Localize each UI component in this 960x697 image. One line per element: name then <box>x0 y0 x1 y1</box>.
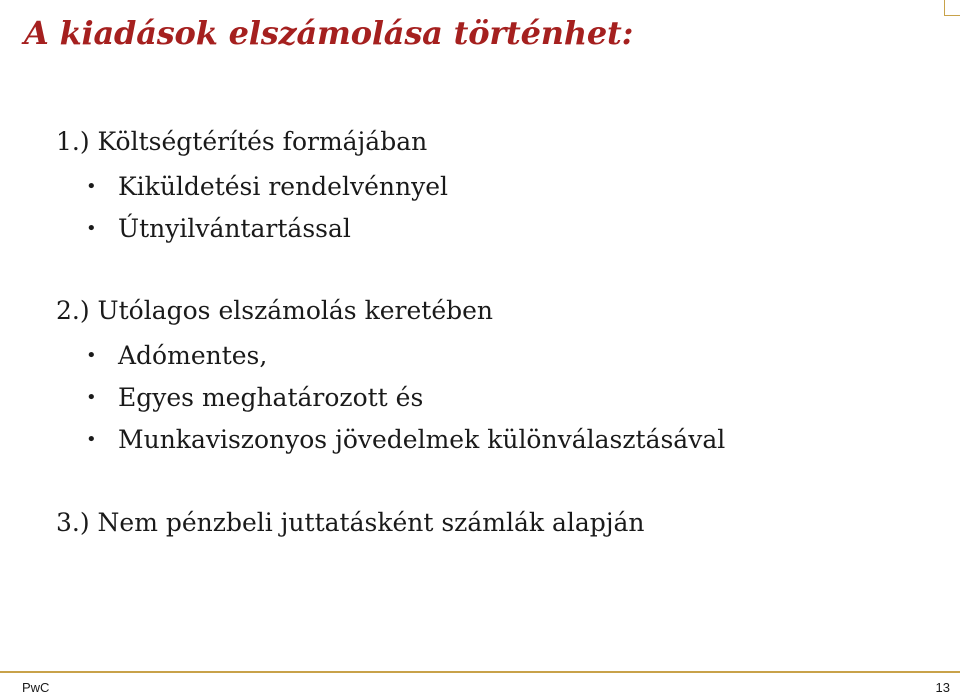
footer-brand: PwC <box>22 680 50 695</box>
section-2-list <box>84 335 725 461</box>
bullet-icon: • <box>86 218 97 239</box>
list-item: • Egyes meghatározott és <box>84 377 725 419</box>
footer-divider <box>0 671 960 673</box>
corner-decoration <box>944 0 960 16</box>
slide-title: A kiadások elszámolása történhet: <box>24 14 634 52</box>
section-heading-1: 1.) Költségtérítés formájában <box>56 127 428 156</box>
page-number: 13 <box>935 680 950 695</box>
bullet-icon: • <box>86 176 97 197</box>
section-heading-2: 2.) Utólagos elszámolás keretében <box>56 296 494 325</box>
list-item: • Munkaviszonyos jövedelmek különválasztásával <box>84 419 725 461</box>
bullet-icon: • <box>86 387 97 408</box>
list-item: • Kiküldetési rendelvénnyel <box>84 166 448 208</box>
section-1-list <box>84 166 448 250</box>
list-item: • Útnyilvántartással <box>84 208 448 250</box>
bullet-icon: • <box>86 429 97 450</box>
list-item: • Adómentes, <box>84 335 725 377</box>
section-heading-3: 3.) Nem pénzbeli juttatásként számlák alapján <box>56 508 645 537</box>
bullet-icon: • <box>86 345 97 366</box>
